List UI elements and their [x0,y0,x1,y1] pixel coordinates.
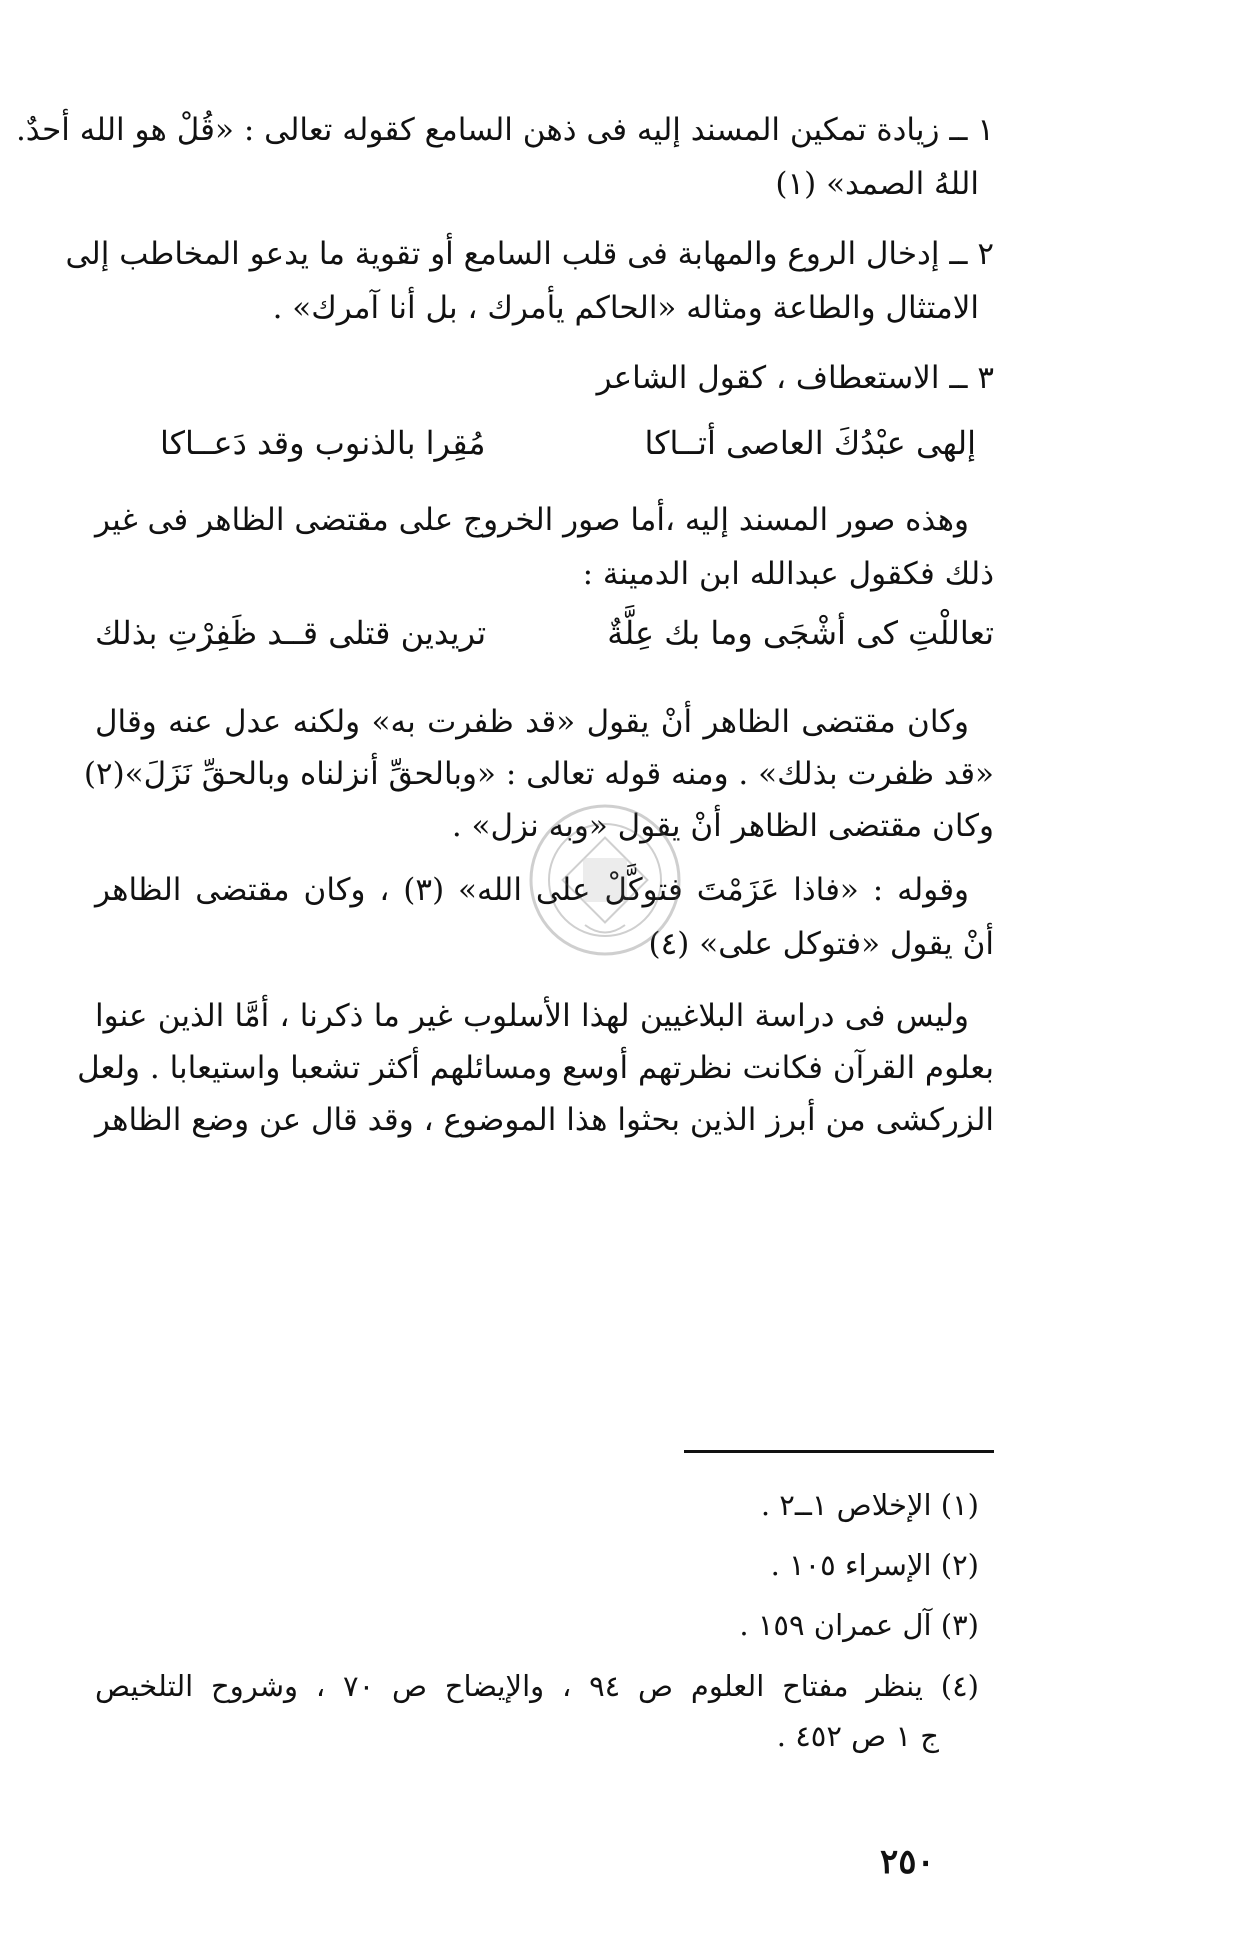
text-line-3: ٢ ــ إدخال الروع والمهابة فى قلب السامع أو تقوية ما يدعو المخاطب إلى [65,236,994,272]
verse-1-second-hemistich: مُقِرا بالذنوب وقد دَعــاكا [160,424,486,462]
footnote-2: (٢) الإسراء ١٠٥ . [770,1548,979,1582]
text-line-2: اللهُ الصمد» (١) [775,166,979,202]
text-line-6: وهذه صور المسند إليه ،أما صور الخروج على مقتضى الظاهر فى غير [95,502,969,538]
text-line-8: وكان مقتضى الظاهر أنْ يقول «قد ظفرت به» ولكنه عدل عنه وقال [95,704,969,740]
text-line-1: ١ ــ زيادة تمكين المسند إليه فى ذهن السامع كقوله تعالى : «قُلْ هو الله أحدٌ. [15,112,994,148]
text-line-13: وليس فى دراسة البلاغيين لهذا الأسلوب غير ما ذكرنا ، أمَّا الذين عنوا [95,998,969,1034]
footnote-3: (٣) آل عمران ١٥٩ . [739,1608,979,1642]
verse-2-first-hemistich: تعاللْتِ كى أشْجَى وما بك عِلَّةٌ [607,614,994,652]
library-stamp-watermark [525,800,685,960]
text-line-9: «قد ظفرت بذلك» . ومنه قوله تعالى : «وبالحقِّ أنزلناه وبالحقِّ نَزَلَ»(٢) [83,756,994,792]
footnote-4-continuation: ج ١ ص ٤٥٢ . [776,1719,939,1753]
page-number: ٢٥٠ [880,1842,935,1882]
text-line-5: ٣ ــ الاستعطاف ، كقول الشاعر [596,360,994,396]
footnote-1: (١) الإخلاص ١ــ٢ . [760,1488,979,1522]
text-line-12: أنْ يقول «فتوكل على» (٤) [648,926,994,962]
text-line-10: وكان مقتضى الظاهر أنْ يقول «وبه نزل» . [451,808,994,844]
text-line-4: الامتثال والطاعة ومثاله «الحاكم يأمرك ، بل أنا آمرك» . [272,290,979,326]
text-line-7: ذلك فكقول عبدالله ابن الدمينة : [582,556,994,592]
verse-1-first-hemistich: إلهى عبْدُكَ العاصى أتــاكا [644,424,976,462]
text-line-11: وقوله : «فاذا عَزَمْتَ فتوكَّلْ على الله» (٣) ، وكان مقتضى الظاهر [95,872,970,908]
verse-2-second-hemistich: تريدين قتلى قــد ظَفِرْتِ بذلك [95,614,487,652]
text-line-14: بعلوم القرآن فكانت نظرتهم أوسع ومسائلهم أكثر تشعبا واستيعابا . ولعل [77,1050,994,1086]
footnote-separator [684,1450,994,1453]
footnote-4: (٤) ينظر مفتاح العلوم ص ٩٤ ، والإيضاح ص ٧٠ ، وشروح التلخيص [95,1669,979,1703]
text-line-15: الزركشى من أبرز الذين بحثوا هذا الموضوع ، وقد قال عن وضع الظاهر [95,1102,994,1138]
